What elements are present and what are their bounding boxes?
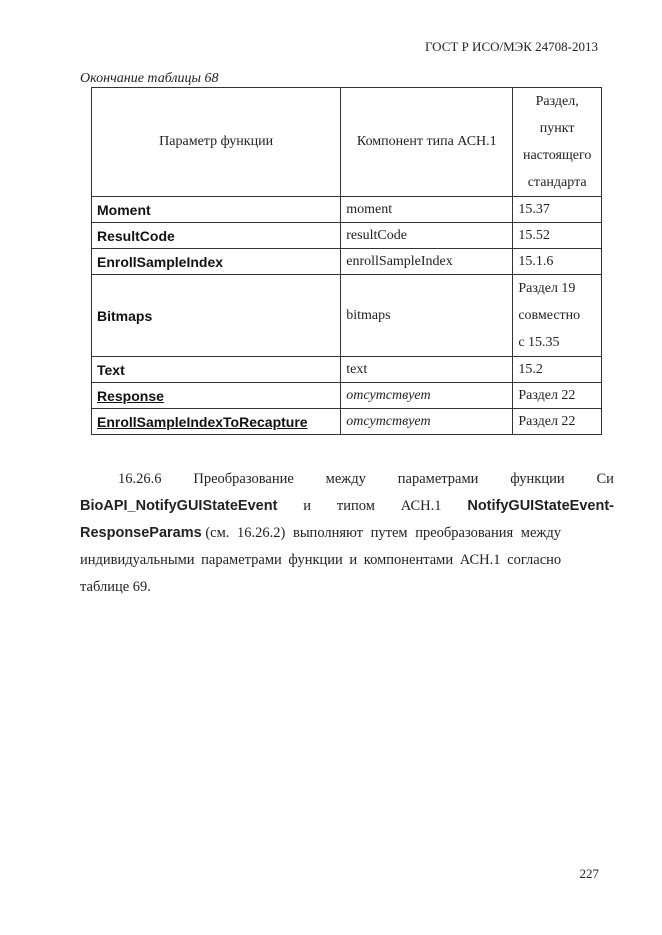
paragraph-line [80, 493, 614, 520]
header-section [513, 88, 602, 197]
paragraph-word: между [325, 471, 366, 487]
paragraph-word: и [303, 498, 312, 514]
header-function-parameter: Параметр функции [92, 88, 341, 197]
table-row [92, 275, 602, 357]
paragraph-word: Си [596, 471, 614, 487]
param-cell: Response [92, 383, 341, 409]
paragraph-line: индивидуальными параметрами функции и компонентами АСН.1 согласно [80, 552, 562, 568]
table-row [92, 249, 602, 275]
table-row [92, 197, 602, 223]
paragraph-word: типом [336, 498, 375, 514]
header-asn-component: Компонент типа АСН.1 [341, 88, 513, 197]
function-name: BioAPI_NotifyGUIStateEvent [80, 498, 278, 514]
param-cell: EnrollSampleIndexToRecapture [92, 409, 341, 435]
component-cell: enrollSampleIndex [341, 249, 513, 275]
parameter-table [91, 87, 602, 435]
paragraph-word: параметрами [397, 471, 479, 487]
component-cell: resultCode [341, 223, 513, 249]
section-cell: 15.1.6 [513, 249, 602, 275]
section-line: Раздел 19 [518, 281, 576, 296]
section-cell: Раздел 22 [513, 383, 602, 409]
header-section-line: Раздел, [535, 94, 579, 109]
component-cell: bitmaps [341, 275, 513, 357]
param-cell: ResultCode [92, 223, 341, 249]
header-section-line: настоящего [522, 148, 592, 163]
section-cell: 15.52 [513, 223, 602, 249]
section-line: совместно [518, 308, 581, 323]
document-header: ГОСТ Р ИСО/МЭК 24708-2013 [424, 39, 598, 54]
param-cell: Moment [92, 197, 341, 223]
asn-type-name: NotifyGUIStateEvent- [467, 498, 614, 514]
table-header-row [92, 88, 602, 197]
section-cell: 15.2 [513, 357, 602, 383]
param-cell: Bitmaps [92, 275, 341, 357]
paragraph-line [80, 466, 614, 493]
section-cell: Раздел 22 [513, 409, 602, 435]
param-cell: EnrollSampleIndex [92, 249, 341, 275]
paragraph-word: функции [510, 471, 565, 487]
component-cell: отсутствует [341, 409, 513, 435]
table-row [92, 383, 602, 409]
page-number: 227 [579, 866, 599, 881]
section-cell: 15.37 [513, 197, 602, 223]
paragraph-word: 16.26.6 [118, 471, 162, 487]
header-section-line: стандарта [527, 175, 587, 190]
component-cell: moment [341, 197, 513, 223]
section-line: с 15.35 [518, 335, 560, 350]
table-row [92, 409, 602, 435]
table-row [92, 357, 602, 383]
paragraph-word: АСН.1 [400, 498, 442, 514]
param-cell: Text [92, 357, 341, 383]
paragraph-line: таблице 69. [80, 579, 151, 595]
asn-type-name-cont: ResponseParams [80, 525, 202, 541]
paragraph-text: (см. 16.26.2) выполняют путем преобразования между [205, 525, 562, 541]
paragraph-word: Преобразование [193, 471, 294, 487]
table-row [92, 223, 602, 249]
table-caption: Окончание таблицы 68 [80, 71, 219, 86]
header-section-line: пункт [539, 121, 575, 136]
component-cell: text [341, 357, 513, 383]
body-paragraph [80, 466, 614, 601]
component-cell: отсутствует [341, 383, 513, 409]
paragraph-line [80, 520, 614, 547]
section-cell [513, 275, 602, 357]
